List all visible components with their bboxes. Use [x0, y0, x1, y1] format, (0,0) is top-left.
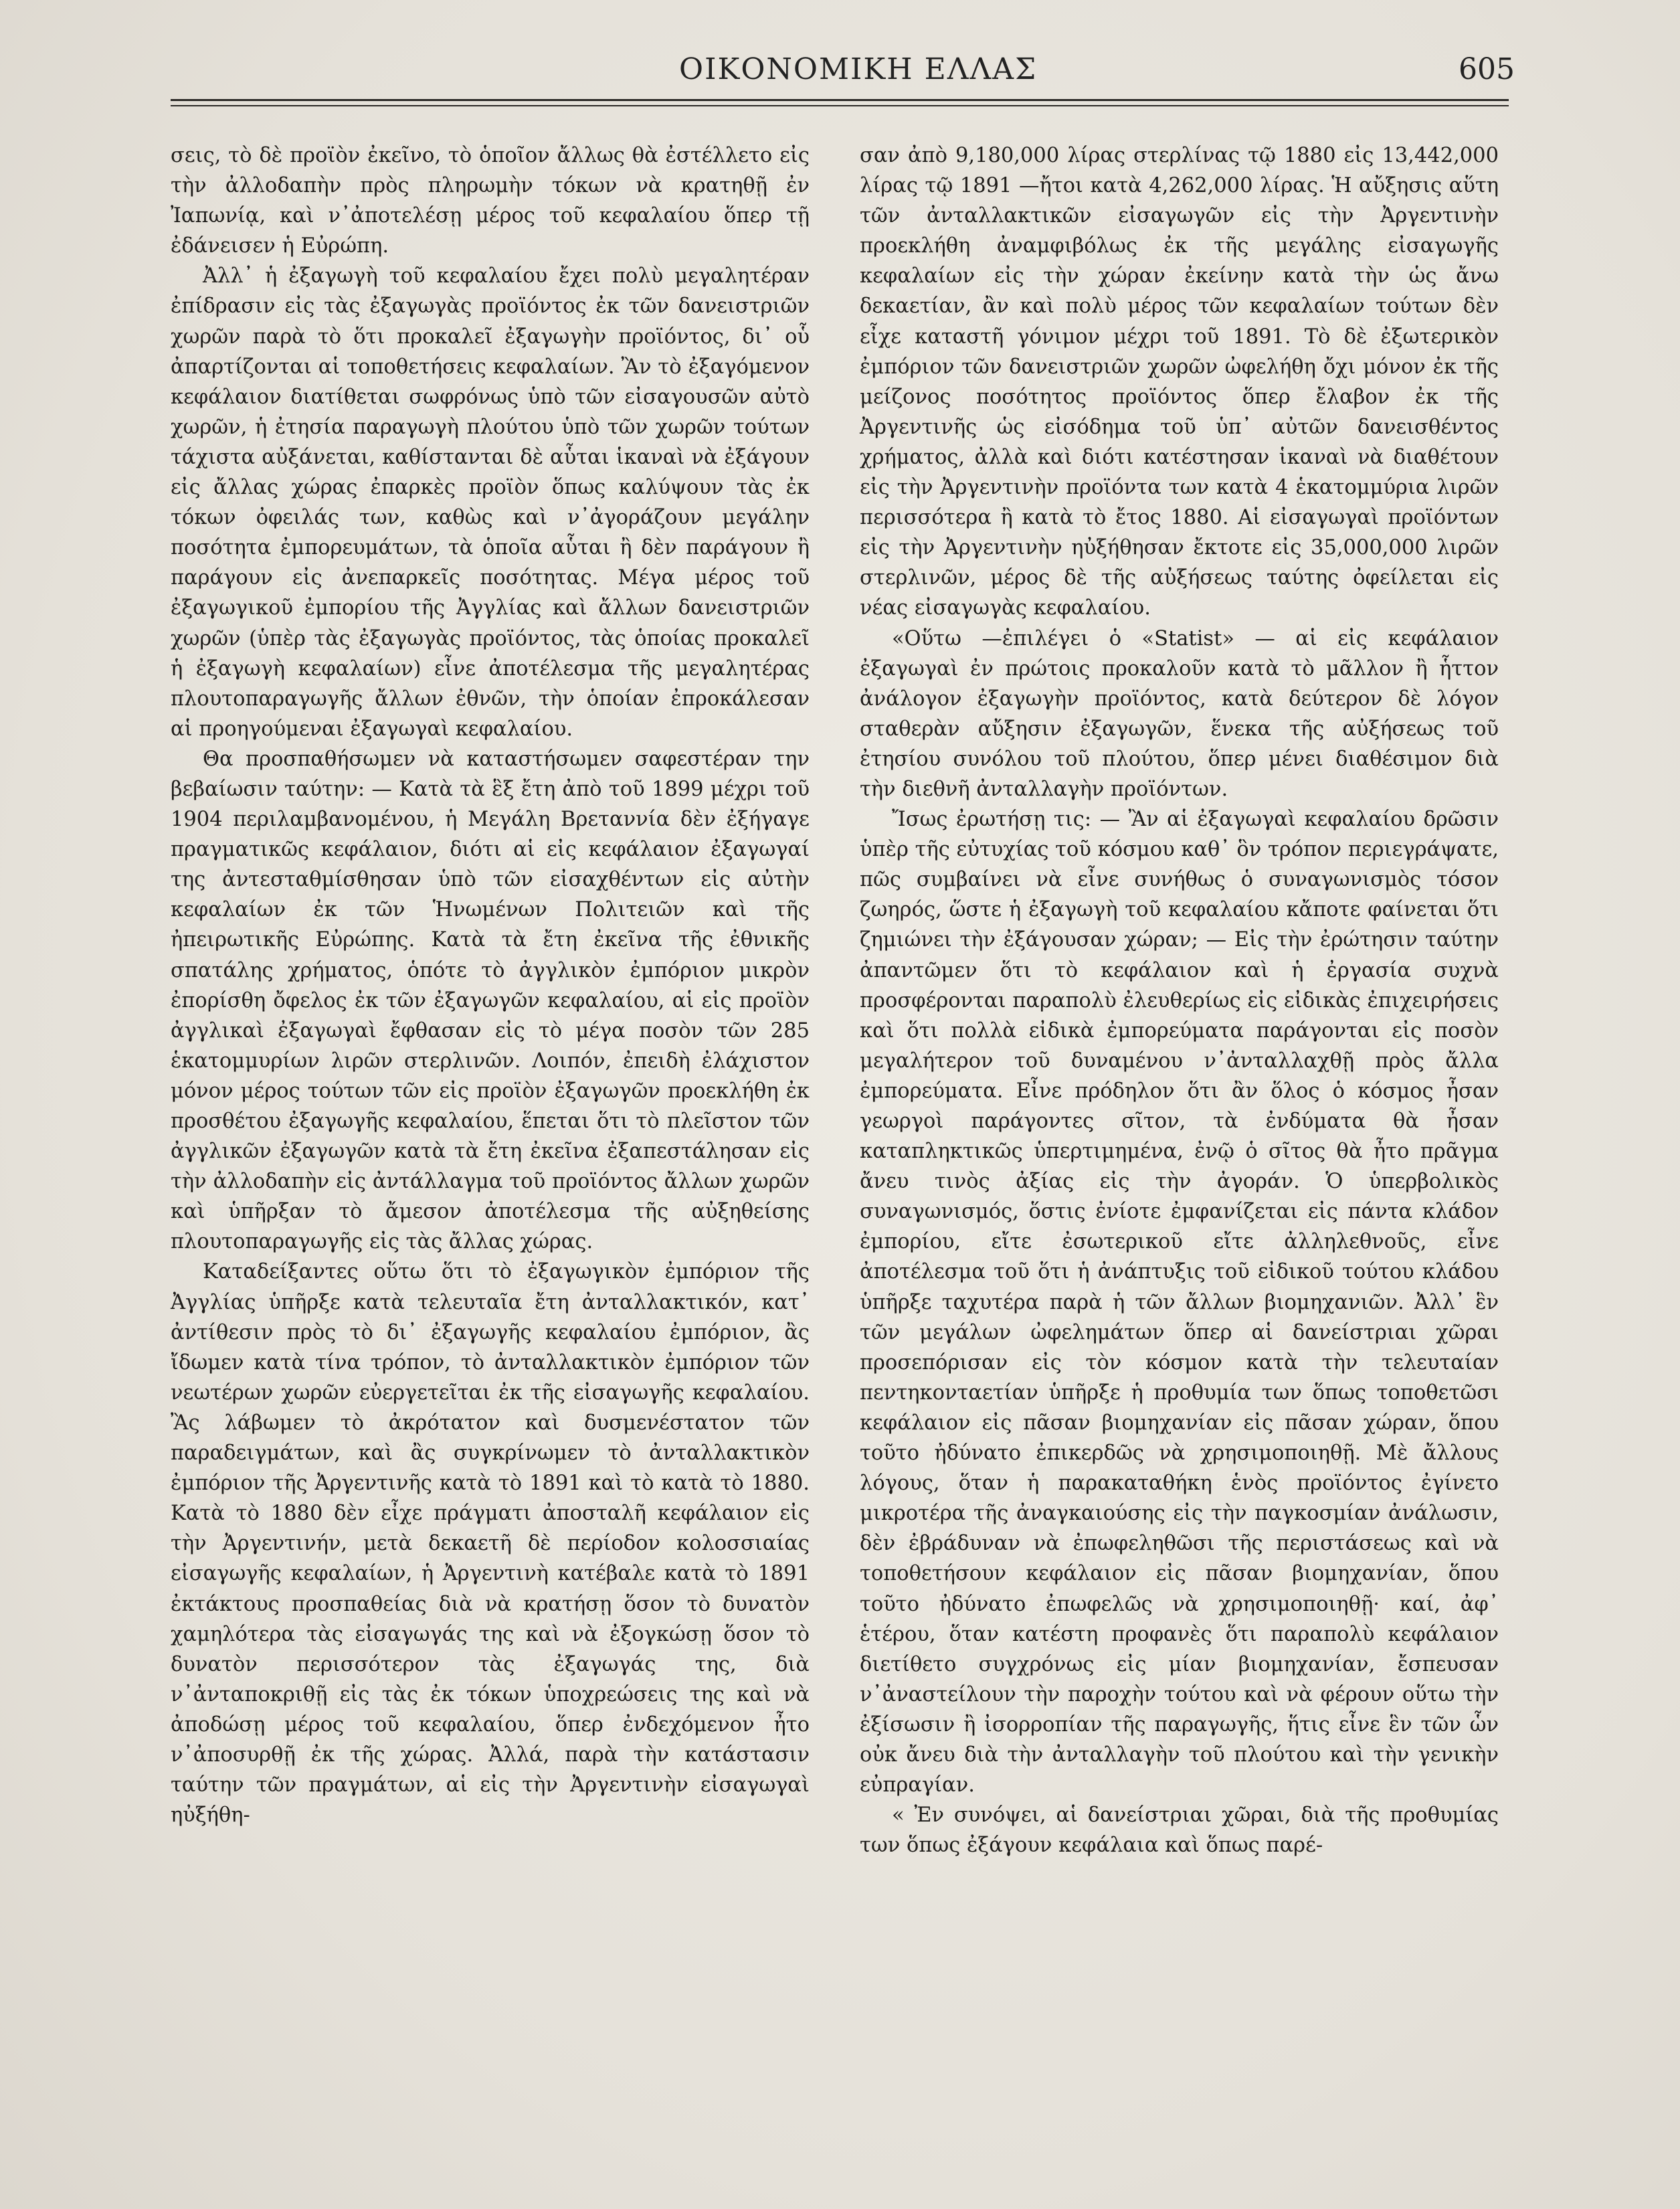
paragraph: Ἴσως ἐρωτήσῃ τις: — Ἂν αἱ ἐξαγωγαὶ κεφαλαίου δρῶσιν ὑπὲρ τῆς εὐτυχίας τοῦ κόσμου καθ᾽ ὃν τρόπον περιεγράψατε, πῶς συμβαίνει νὰ εἶνε συνήθως ὁ συναγωνισμὸς τόσον ζωηρός, ὥστε ἡ ἐξαγωγὴ τοῦ κεφαλαίου κἄποτε φαίνεται ὅτι ζημιώνει τὴν ἐξάγουσαν χώραν; — Εἰς τὴν ἐρώτησιν ταύτην ἀπαντῶμεν ὅτι τὸ κεφάλαιον καὶ ἡ ἐργασία συχνὰ προσφέρονται παραπολὺ ἐλευθερίως εἰς εἰδικὰς ἐπιχειρήσεις καὶ ὅτι πολλὰ εἰδικὰ ἐμπορεύματα παράγονται εἰς ποσὸν μεγαλήτερον τοῦ δυναμένου ν᾽ἀνταλλαχθῇ πρὸς ἄλλα ἐμπορεύματα. Εἶνε πρόδηλον ὅτι ἂν ὅλος ὁ κόσμος ἦσαν γεωργοὶ παράγοντες σῖτον, τὰ ἐνδύματα θὰ ἦσαν καταπληκτικῶς ὑπερτιμημένα, ἐνῷ ὁ σῖτος θὰ ἦτο πρᾶγμα ἄνευ τινὸς ἀξίας εἰς τὴν ἀγοράν. Ὁ ὑπερβολικὸς συναγωνισμός, ὅστις ἐνίοτε ἐμφανίζεται εἰς πάντα κλάδον ἐμπορίου, εἴτε ἐσωτερικοῦ εἴτε ἀλληλεθνοῦς, εἶνε ἀποτέλεσμα τοῦ ὅτι ἡ ἀνάπτυξις τοῦ εἰδικοῦ τούτου κλάδου ὑπῆρξε ταχυτέρα παρὰ ἡ τῶν ἄλλων βιομηχανιῶν. Ἀλλ᾽ ἓν τῶν μεγάλων ὠφελημάτων ὅπερ αἱ δανείστριαι χῶραι προσεπόρισαν εἰς τὸν κόσμον κατὰ τὴν τελευταίαν πεντηκονταετίαν ὑπῆρξε ἡ προθυμία των ὅπως τοποθετῶσι κεφάλαιον εἰς πᾶσαν βιομηχανίαν εἰς πᾶσαν χώραν, ὅπου τοῦτο ἠδύνατο ἐπικερδῶς νὰ χρησιμοποιηθῇ. Μὲ ἄλλους λόγους, ὅταν ἡ παρακαταθήκη ἑνὸς προϊόντος ἐγίνετο μικροτέρα τῆς ἀναγκαιούσης εἰς τὴν παγκοσμίαν ἀνάλωσιν, δὲν ἐβράδυναν νὰ ἐπωφεληθῶσι τῆς περιστάσεως καὶ νὰ τοποθετήσουν κεφάλαιον εἰς πᾶσαν βιομηχανίαν, ὅπου τοῦτο ἠδύνατο ἐπωφελῶς νὰ χρησιμοποιηθῇ· καί, ἀφ᾽ ἑτέρου, ὅταν κατέστη προφανὲς ὅτι παραπολὺ κεφάλαιον διετίθετο συγχρόνως εἰς μίαν βιομηχανίαν, ἔσπευσαν ν᾽ἀναστείλουν τὴν παροχὴν τούτου καὶ νὰ φέρουν οὕτω τὴν ἐξίσωσιν ἢ ἰσορροπίαν τῆς παραγωγῆς, ἥτις εἶνε ἓν τῶν ὧν οὐκ ἄνευ διὰ τὴν ἀνταλλαγὴν τοῦ πλούτου καὶ τὴν γενικὴν εὐπραγίαν. [860, 808, 1499, 1797]
right-text-column [860, 141, 1499, 1860]
left-text-column [171, 141, 810, 1830]
paragraph: «Οὕτω —ἐπιλέγει ὁ «Statist» — αἱ εἰς κεφάλαιον ἐξαγωγαὶ ἐν πρώτοις προκαλοῦν κατὰ τὸ μᾶλλον ἢ ἧττον ἀνάλογον ἐξαγωγὴν προϊόντος, κατὰ δεύτερον δὲ λόγον σταθερὰν αὔξησιν ἐξαγωγῶν, ἕνεκα τῆς αὐξήσεως τοῦ ἐτησίου συνόλου τοῦ πλούτου, ὅπερ μένει διαθέσιμον διὰ τὴν διεθνῆ ἀνταλλαγὴν προϊόντων. [860, 626, 1499, 801]
header-rule-top [171, 99, 1509, 101]
paragraph: σεις, τὸ δὲ προϊὸν ἐκεῖνο, τὸ ὁποῖον ἄλλως θὰ ἐστέλλετο εἰς τὴν ἀλλοδαπὴν πρὸς πληρωμὴν τόκων νὰ κρατηθῇ ἐν Ἰαπωνίᾳ, καὶ ν᾽ἀποτελέσῃ μέρος τοῦ κεφαλαίου ὅπερ τῇ ἐδάνεισεν ἡ Εὐρώπη. [171, 144, 810, 258]
header-rule-bottom [171, 105, 1509, 106]
paragraph: Καταδείξαντες οὕτω ὅτι τὸ ἐξαγωγικὸν ἐμπόριον τῆς Ἀγγλίας ὑπῆρξε κατὰ τελευταῖα ἔτη ἀνταλλακτικόν, κατ᾽ ἀντίθεσιν πρὸς τὸ δι᾽ ἐξαγωγῆς κεφαλαίου ἐμπόριον, ἂς ἴδωμεν κατὰ τίνα τρόπον, τὸ ἀνταλλακτικὸν ἐμπόριον τῶν νεωτέρων χωρῶν εὐεργετεῖται ἐκ τῆς εἰσαγωγῆς κεφαλαίου. Ἂς λάβωμεν τὸ ἀκρότατον καὶ δυσμενέστατον τῶν παραδειγμάτων, καὶ ἂς συγκρίνωμεν τὸ ἀνταλλακτικὸν ἐμπόριον τῆς Ἀργεντινῆς κατὰ τὸ 1891 καὶ τὸ κατὰ τὸ 1880. Κατὰ τὸ 1880 δὲν εἶχε πράγματι ἀποσταλῆ κεφάλαιον εἰς τὴν Ἀργεντινήν, μετὰ δεκαετῆ δὲ περίοδον κολοσσιαίας εἰσαγωγῆς κεφαλαίων, ἡ Ἀργεντινὴ κατέβαλε κατὰ τὸ 1891 ἐκτάκτους προσπαθείας διὰ νὰ κρατήσῃ ὅσον τὸ δυνατὸν χαμηλότερα τὰς εἰσαγωγάς της καὶ νὰ ἐξογκώσῃ ὅσον τὸ δυνατὸν περισσότερον τὰς ἐξαγωγάς της, διὰ ν᾽ἀνταποκριθῇ εἰς τὰς ἐκ τόκων ὑποχρεώσεις της καὶ νὰ ἀποδώσῃ μέρος τοῦ κεφαλαίου, ὅπερ ἐνδεχόμενον ἦτο ν᾽ἀποσυρθῇ ἐκ τῆς χώρας. Ἀλλά, παρὰ τὴν κατάστασιν ταύτην τῶν πραγμάτων, αἱ εἰς τὴν Ἀργεντινὴν εἰσαγωγαὶ ηὐξήθη- [171, 1260, 810, 1828]
paragraph: σαν ἀπὸ 9,180,000 λίρας στερλίνας τῷ 1880 εἰς 13,442,000 λίρας τῷ 1891 —ἤτοι κατὰ 4,262,000 λίρας. Ἡ αὔξησις αὕτη τῶν ἀνταλλακτικῶν εἰσαγωγῶν εἰς τὴν Ἀργεντινὴν προεκλήθη ἀναμφιβόλως ἐκ τῆς μεγάλης εἰσαγωγῆς κεφαλαίων εἰς τὴν χώραν ἐκείνην κατὰ τὴν ὡς ἄνω δεκαετίαν, ἂν καὶ πολὺ μέρος τῶν κεφαλαίων τούτων δὲν εἶχε καταστῆ γόνιμον μέχρι τοῦ 1891. Τὸ δὲ ἐξωτερικὸν ἐμπόριον τῶν δανειστριῶν χωρῶν ὠφελήθη ὄχι μόνον ἐκ τῆς μείζονος ποσότητος προϊόντος ὅπερ ἔλαβον ἐκ τῆς Ἀργεντινῆς ὡς εἰσόδημα τοῦ ὑπ᾽ αὐτῶν δανεισθέντος χρήματος, ἀλλὰ καὶ διότι κατέστησαν ἱκαναὶ νὰ διαθέτουν εἰς τὴν Ἀργεντινὴν προϊόντα των κατὰ 4 ἑκατομμύρια λιρῶν περισσότερα ἢ κατὰ τὸ ἔτος 1880. Αἱ εἰσαγωγαὶ προϊόντων εἰς τὴν Ἀργεντινὴν ηὐξήθησαν ἔκτοτε εἰς 35,000,000 λιρῶν στερλινῶν, μέρος δὲ τῆς αὐξήσεως ταύτης ὀφείλεται εἰς νέας εἰσαγωγὰς κεφαλαίου. [860, 144, 1499, 620]
running-header-title: ΟΙΚΟΝΟΜΙΚΗ ΕΛΛΑΣ [679, 52, 1038, 86]
paragraph: « Ἐν συνόψει, αἱ δανείστριαι χῶραι, διὰ τῆς προθυμίας των ὅπως ἐξάγουν κεφάλαια καὶ ὅπως παρέ- [860, 1803, 1499, 1858]
page-number: 605 [1459, 52, 1515, 86]
paragraph: Ἀλλ᾽ ἡ ἐξαγωγὴ τοῦ κεφαλαίου ἔχει πολὺ μεγαλητέραν ἐπίδρασιν εἰς τὰς ἐξαγωγὰς προϊόντος ἐκ τῶν δανειστριῶν χωρῶν παρὰ τὸ ὅτι προκαλεῖ ἐξαγωγὴν προϊόντος, δι᾽ οὗ ἀπαρτίζονται αἱ τοποθετήσεις κεφαλαίων. Ἂν τὸ ἐξαγόμενον κεφάλαιον διατίθεται σωφρόνως ὑπὸ τῶν εἰσαγουσῶν αὐτὸ χωρῶν, ἡ ἐτησία παραγωγὴ πλούτου ὑπὸ τῶν χωρῶν τούτων τάχιστα αὐξάνεται, καθίστανται δὲ αὗται ἱκαναὶ νὰ ἐξάγουν εἰς ἄλλας χώρας ἐπαρκὲς προϊὸν ὅπως καλύψουν τὰς ἐκ τόκων ὀφειλάς των, καθὼς καὶ ν᾽ἀγοράζουν μεγάλην ποσότητα ἐμπορευμάτων, τὰ ὁποῖα αὗται ἢ δὲν παράγουν ἢ παράγουν εἰς ἀνεπαρκεῖς ποσότητας. Μέγα μέρος τοῦ ἐξαγωγικοῦ ἐμπορίου τῆς Ἀγγλίας καὶ ἄλλων δανειστριῶν χωρῶν (ὑπὲρ τὰς ἐξαγωγὰς προϊόντος, τὰς ὁποίας προκαλεῖ ἡ ἐξαγωγὴ κεφαλαίων) εἶνε ἀποτέλεσμα τῆς μεγαλητέρας πλουτοπαραγωγῆς ἄλλων ἐθνῶν, τὴν ὁποίαν ἐπροκάλεσαν αἱ προηγούμεναι ἐξαγωγαὶ κεφαλαίου. [171, 264, 810, 741]
paragraph: Θα προσπαθήσωμεν νὰ καταστήσωμεν σαφεστέραν την βεβαίωσιν ταύτην: — Κατὰ τὰ ἓξ ἔτη ἀπὸ τοῦ 1899 μέχρι τοῦ 1904 περιλαμβανομένου, ἡ Μεγάλη Βρεταννία δὲν ἐξήγαγε πραγματικῶς κεφάλαιον, διότι αἱ εἰς κεφάλαιον ἐξαγωγαί της ἀντεσταθμίσθησαν ὑπὸ τῶν εἰσαχθέντων εἰς αὐτὴν κεφαλαίων ἐκ τῶν Ἡνωμένων Πολιτειῶν καὶ τῆς ἠπειρωτικῆς Εὐρώπης. Κατὰ τὰ ἔτη ἐκεῖνα τῆς ἐθνικῆς σπατάλης χρήματος, ὁπότε τὸ ἀγγλικὸν ἐμπόριον μικρὸν ἐπορίσθη ὄφελος ἐκ τῶν ἐξαγωγῶν κεφαλαίου, αἱ εἰς προϊὸν ἀγγλικαὶ ἐξαγωγαὶ ἔφθασαν εἰς τὸ μέγα ποσὸν τῶν 285 ἑκατομμυρίων λιρῶν στερλινῶν. Λοιπόν, ἐπειδὴ ἐλάχιστον μόνον μέρος τούτων τῶν εἰς προϊὸν ἐξαγωγῶν προεκλήθη ἐκ προσθέτου ἐξαγωγῆς κεφαλαίου, ἕπεται ὅτι τὸ πλεῖστον τῶν ἀγγλικῶν ἐξαγωγῶν κατὰ τὰ ἔτη ἐκεῖνα ἐξαπεστάλησαν εἰς τὴν ἀλλοδαπὴν εἰς ἀντάλλαγμα τοῦ προϊόντος ἄλλων χωρῶν καὶ ὑπῆρξαν τὸ ἄμεσον ἀποτέλεσμα τῆς αὐξηθείσης πλουτοπαραγωγῆς εἰς τὰς ἄλλας χώρας. [171, 747, 810, 1254]
